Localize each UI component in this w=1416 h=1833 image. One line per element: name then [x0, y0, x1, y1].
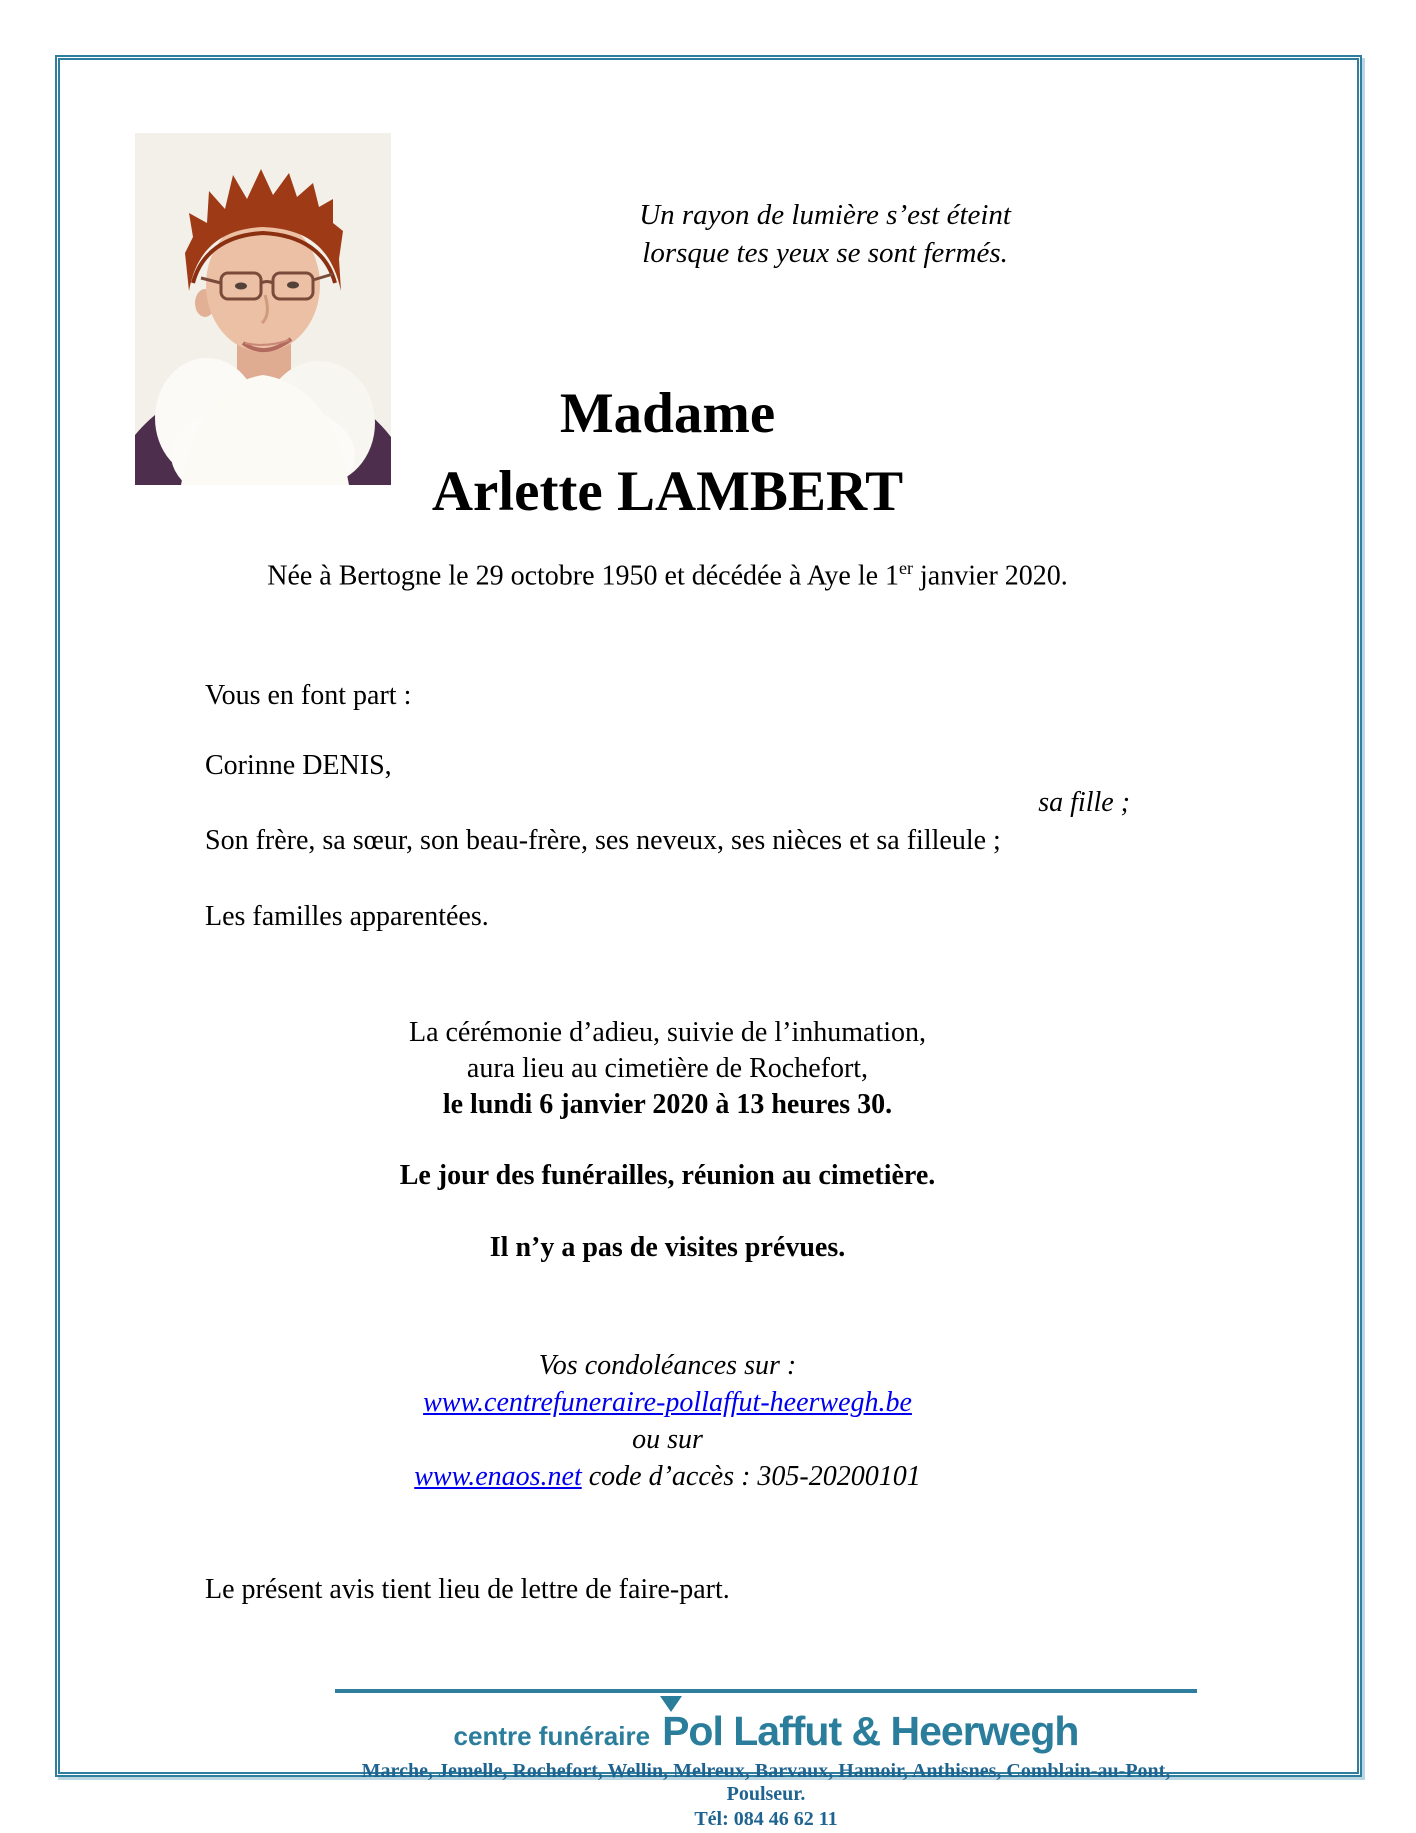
announcement-intro: Vous en font part :: [205, 680, 412, 711]
ceremony-date-time: le lundi 6 janvier 2020 à 13 heures 30.: [442, 1089, 893, 1120]
footer-divider: [335, 1689, 1197, 1693]
funeral-home-footer: [335, 1708, 1197, 1831]
memorial-quote: [639, 196, 1011, 272]
phone-number: Tél: 084 46 62 11: [694, 1808, 838, 1830]
ceremony-details: [205, 1015, 1130, 1123]
brand-name-wrap: [662, 1708, 1078, 1755]
deceased-name: Arlette LAMBERT: [431, 460, 904, 523]
daughter-relation: sa fille ;: [1038, 787, 1130, 818]
enaos-website-link[interactable]: www.enaos.net: [414, 1461, 582, 1492]
access-code: code d’accès : 305-20200101: [581, 1461, 921, 1492]
faire-part-notice: Le présent avis tient lieu de lettre de faire-part.: [205, 1574, 730, 1605]
life-dates-tail: janvier 2020.: [913, 560, 1068, 592]
life-dates: [205, 558, 1130, 592]
condolences-conjunction: ou sur: [632, 1424, 703, 1455]
ceremony-line-2: aura lieu au cimetière de Rochefort,: [466, 1053, 869, 1084]
civility-title: Madame: [559, 382, 776, 445]
brand-name: Pol Laffut & Heerwegh: [662, 1708, 1079, 1754]
title-block: [205, 375, 1130, 531]
no-visits-note: Il n’y a pas de visites prévues.: [489, 1232, 846, 1263]
funeral-home-website-link[interactable]: www.centrefuneraire-pollaffut-heerwegh.be: [423, 1387, 912, 1418]
condolences-intro: Vos condoléances sur :: [538, 1350, 797, 1381]
related-families: Les familles apparentées.: [205, 901, 489, 932]
triangle-down-icon: [660, 1696, 682, 1712]
border-frame: [55, 55, 1362, 1830]
funeral-home-logo: [335, 1708, 1197, 1755]
funeral-meeting-note: Le jour des funérailles, réunion au cimetière.: [399, 1160, 936, 1191]
ordinal-superscript: er: [899, 558, 914, 578]
condolences-section: [205, 1347, 1130, 1495]
branch-locations: Marche, Jemelle, Rochefort, Wellin, Melreux, Barvaux, Hamoir, Anthisnes, Comblain-au-Pont, Poulseur.: [361, 1760, 1171, 1805]
quote-line-2: lorsque tes yeux se sont fermés.: [642, 237, 1008, 269]
brand-prefix: centre funéraire: [453, 1721, 651, 1751]
daughter-name: Corinne DENIS,: [205, 750, 392, 781]
life-dates-text: Née à Bertogne le 29 octobre 1950 et décédée à Aye le 1: [267, 560, 900, 592]
quote-line-1: Un rayon de lumière s’est éteint: [639, 199, 1011, 231]
ceremony-line-1: La cérémonie d’adieu, suivie de l’inhumation,: [408, 1017, 927, 1048]
relatives-list: Son frère, sa sœur, son beau-frère, ses neveux, ses nièces et sa filleule ;: [205, 825, 1001, 856]
